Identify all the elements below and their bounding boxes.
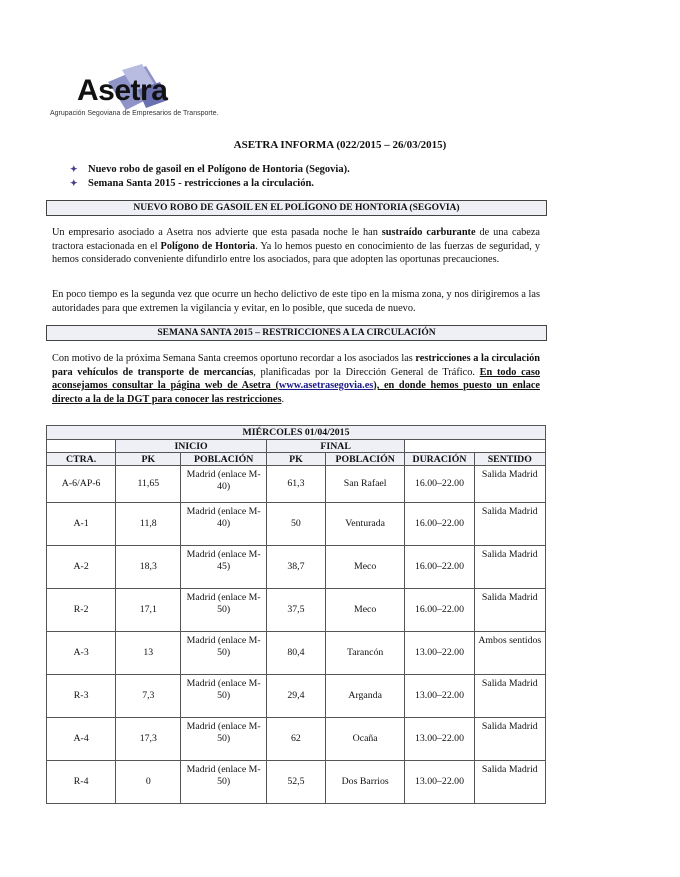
bullet-icon: ✦ [70, 163, 78, 174]
table-cell: 0 [116, 761, 181, 804]
table-cell: Meco [325, 546, 404, 589]
table-cell: 38,7 [266, 546, 325, 589]
summary-list [70, 162, 350, 190]
table-cell: 52,5 [266, 761, 325, 804]
table-cell: 13.00–22.00 [405, 675, 474, 718]
table-cell: 13.00–22.00 [405, 632, 474, 675]
list-item-text: Semana Santa 2015 - restricciones a la circulación. [88, 177, 314, 189]
table-cell: Salida Madrid [474, 466, 545, 503]
table-cell: Madrid (enlace M-45) [181, 546, 267, 589]
table-cell: 80,4 [266, 632, 325, 675]
text-run-bold: sustraído carburante [381, 227, 476, 238]
text-run: de una cabeza tractora estacionada en el [52, 227, 540, 252]
text-run-bold-underline: En todo caso aconsejamos consultar la página web de Asetra ( [52, 366, 540, 391]
text-run-bold-underline: ), en donde hemos puesto un enlace directo a la de la DGT para conocer las restricciones [52, 380, 540, 405]
table-cell: Salida Madrid [474, 589, 545, 632]
table-date-row [47, 426, 546, 440]
table-cell: 11,65 [116, 466, 181, 503]
table-cell: Madrid (enlace M-50) [181, 718, 267, 761]
table-cell: Arganda [325, 675, 404, 718]
table-cell: 50 [266, 503, 325, 546]
section-heading-semana-santa: SEMANA SANTA 2015 – RESTRICCIONES A LA CIRCULACIÓN [46, 325, 547, 341]
table-cell: Tarancón [325, 632, 404, 675]
section-heading-robo: NUEVO ROBO DE GASOIL EN EL POLÍGONO DE HONTORIA (SEGOVIA) [46, 200, 547, 216]
logo-wordmark: Asetra [77, 74, 168, 107]
document-title: ASETRA INFORMA (022/2015 – 26/03/2015) [233, 139, 447, 151]
restrictions-table [46, 425, 546, 804]
column-header: DURACIÓN [405, 453, 474, 466]
table-cell: Ambos sentidos [474, 632, 545, 675]
table-cell: A-3 [47, 632, 116, 675]
table-cell: 29,4 [266, 675, 325, 718]
text-run: Un empresario asociado a Asetra nos advierte que esta pasada noche le han [52, 227, 382, 238]
table-cell: A-4 [47, 718, 116, 761]
table-row [47, 466, 546, 503]
list-item [70, 162, 350, 176]
table-cell: 18,3 [116, 546, 181, 589]
table-cell: 13 [116, 632, 181, 675]
table-cell: Salida Madrid [474, 546, 545, 589]
empty-cell [47, 440, 116, 453]
text-run: , planificadas por la Dirección General de Tráfico. [253, 366, 480, 378]
group-inicio: INICIO [116, 440, 267, 453]
paragraph [52, 352, 540, 406]
table-cell: 16.00–22.00 [405, 503, 474, 546]
table-cell: Madrid (enlace M-40) [181, 503, 267, 546]
table-cell: 13.00–22.00 [405, 761, 474, 804]
table-cell: 16.00–22.00 [405, 546, 474, 589]
table-row [47, 761, 546, 804]
table-cell: Salida Madrid [474, 718, 545, 761]
table-cell: 17,1 [116, 589, 181, 632]
table-cell: 13.00–22.00 [405, 718, 474, 761]
column-header: PK [266, 453, 325, 466]
table-cell: 37,5 [266, 589, 325, 632]
text-run: Con motivo de la próxima Semana Santa creemos oportuno recordar a los asociados las [52, 353, 416, 364]
table-cell: 16.00–22.00 [405, 466, 474, 503]
table-row [47, 632, 546, 675]
text-run-bold: Polígono de Hontoria [160, 240, 256, 252]
table-group-row [47, 440, 546, 453]
table-cell: 17,3 [116, 718, 181, 761]
table-cell: Madrid (enlace M-50) [181, 632, 267, 675]
table-cell: A-6/AP-6 [47, 466, 116, 503]
column-header: POBLACIÓN [325, 453, 404, 466]
table-cell: 7,3 [116, 675, 181, 718]
list-item-text: Nuevo robo de gasoil en el Polígono de Hontoria (Segovia). [88, 163, 350, 175]
bullet-icon: ✦ [70, 177, 78, 188]
empty-cell [405, 440, 546, 453]
column-header: CTRA. [47, 453, 116, 466]
table-cell: A-2 [47, 546, 116, 589]
table-cell: 61,3 [266, 466, 325, 503]
text-run: . [281, 393, 285, 405]
paragraph: En poco tiempo es la segunda vez que ocurre un hecho delictivo de este tipo en la misma zona, y nos dirigiremos a las autoridades para que extremen la vigilancia y evitar, en lo posible, que suceda de nuevo. [52, 289, 540, 314]
column-header: SENTIDO [474, 453, 545, 466]
table-cell: 11,8 [116, 503, 181, 546]
paragraph [52, 226, 540, 267]
table-row [47, 589, 546, 632]
table-cell: R-3 [47, 675, 116, 718]
table-cell: Ocaña [325, 718, 404, 761]
asetra-website-link[interactable]: www.asetrasegovia.es [278, 380, 374, 391]
table-cell: 62 [266, 718, 325, 761]
table-row [47, 718, 546, 761]
table-cell: Salida Madrid [474, 503, 545, 546]
table-row [47, 675, 546, 718]
table-cell: 16.00–22.00 [405, 589, 474, 632]
column-header: PK [116, 453, 181, 466]
table-row [47, 503, 546, 546]
logo-tagline: Agrupación Segoviana de Empresarios de Transporte. [50, 110, 219, 117]
text-run-bold: restricciones a la circulación para vehículos de transporte de mercancías [52, 353, 540, 378]
list-item [70, 176, 350, 190]
table-cell: San Rafael [325, 466, 404, 503]
table-cell: Dos Barrios [325, 761, 404, 804]
table-cell: Madrid (enlace M-50) [181, 761, 267, 804]
table-cell: Madrid (enlace M-50) [181, 675, 267, 718]
table-row [47, 546, 546, 589]
table-cell: Madrid (enlace M-40) [181, 466, 267, 503]
table-cell: R-4 [47, 761, 116, 804]
table-date: MIÉRCOLES 01/04/2015 [47, 426, 546, 440]
table-cell: Meco [325, 589, 404, 632]
table-header-row [47, 453, 546, 466]
table-cell: Salida Madrid [474, 675, 545, 718]
table-cell: Venturada [325, 503, 404, 546]
table-cell: R-2 [47, 589, 116, 632]
text-run: . Ya lo hemos puesto en conocimiento de las fuerzas de seguridad, y hemos considerado conveniente difundirlo entre los asociados, para que adopten las oportunas precauciones. [52, 240, 541, 265]
column-header: POBLACIÓN [181, 453, 267, 466]
table-cell: Salida Madrid [474, 761, 545, 804]
group-final: FINAL [266, 440, 404, 453]
table-cell: Madrid (enlace M-50) [181, 589, 267, 632]
table-cell: A-1 [47, 503, 116, 546]
asetra-logo [50, 60, 220, 130]
